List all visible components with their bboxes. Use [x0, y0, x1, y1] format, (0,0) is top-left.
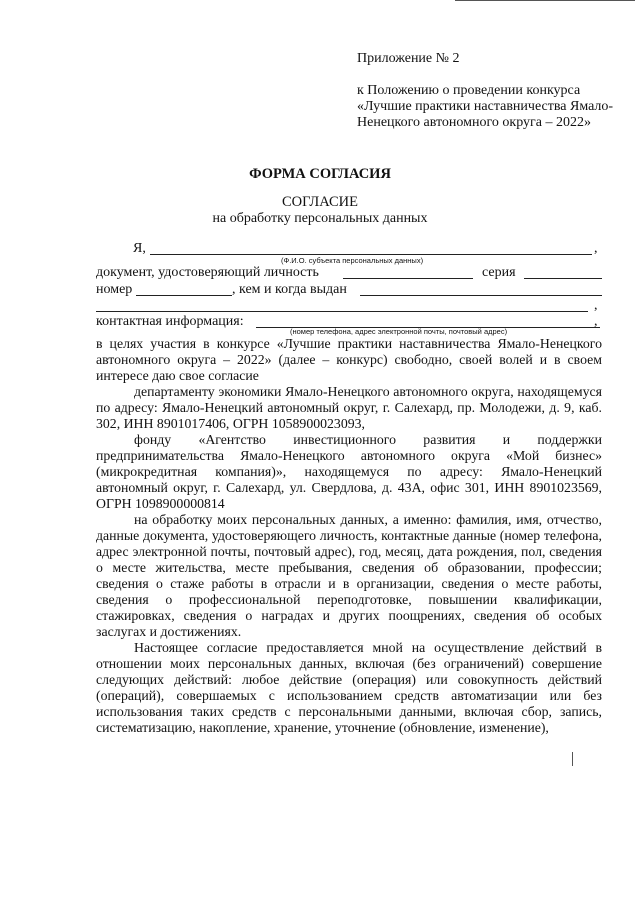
appendix-title: Приложение № 2 — [357, 51, 460, 66]
contact-label: контактная информация: — [96, 314, 244, 329]
paragraph-data-list: на обработку моих персональных данных, а именно: фамилия, имя, отчество, данные документа, удостоверяющего личность, контактные данные (номер телефона, адрес электронной почты, почтовый адрес), год, месяц, дата рождения, пол, сведения о месте жительства, месте пребывания, сведения об образовании, профессии; сведения о стаже работы в отрасли и в организации, сведения о месте работы, сведения о профессиональной переподготовке, повышении квалификации, стажировках, сведения о наградах и других поощрениях, сведения об особых заслугах и достижениях. — [96, 512, 602, 639]
consent-body — [96, 336, 602, 736]
appendix-reference: к Положению о проведении конкурса «Лучшие практики наставничества Ямало-Ненецкого автономного округа – 2022» — [357, 83, 614, 130]
number-label: номер — [96, 282, 133, 297]
fio-field[interactable] — [150, 254, 592, 255]
form-title: ФОРМА СОГЛАСИЯ — [249, 166, 391, 182]
i-label: Я, — [133, 241, 146, 256]
series-field[interactable] — [524, 278, 602, 279]
scan-edge-line — [455, 0, 635, 1]
paragraph-actions: Настоящее согласие предоставляется мной на осуществление действий в отношении моих персональных данных, включая (без ограничений) совершение следующих действий: любое действие (операция) или совокупность действий (операций), совершаемых с использованием средств автоматизации или без использования таких средств с персональными данными, включая сбор, запись, систематизацию, накопление, хранение, уточнение (обновление, изменение), — [96, 640, 602, 735]
paragraph-department: департаменту экономики Ямало-Ненецкого автономного округа, находящемуся по адресу: Ямало-Ненецкий автономный округ, г. Салехард, пр. Молодежи, д. 9, каб. 302, ИНН 8901017406, ОГРН 1058900023093, — [96, 384, 602, 431]
paragraph-purpose: в целях участия в конкурсе «Лучшие практики наставничества Ямало-Ненецкого автономного округа – 2022» (далее – конкурс) свободно, своей волей и в своем интересе даю свое согласие — [96, 336, 602, 383]
doc-type-field[interactable] — [343, 278, 473, 279]
paragraph-fund: фонду «Агентство инвестиционного развития и поддержки предпринимательства Ямало-Ненецкого автономного округа «Мой бизнес» (микрокредитная компания)», находящемуся по адресу: Ямало-Ненецкий автономный округ, г. Салехард, ул. Свердлова, д. 43А, офис 301, ИНН 8901023569, ОГРН 1098900000814 — [96, 432, 602, 511]
issued-field[interactable] — [360, 295, 602, 296]
fio-comma: , — [594, 241, 598, 256]
issued-continuation-field[interactable] — [96, 311, 588, 312]
number-field[interactable] — [136, 295, 232, 296]
scan-mark — [572, 752, 573, 766]
issued-comma: , — [594, 298, 598, 313]
fio-hint: (Ф.И.О. субъекта персональных данных) — [281, 256, 424, 265]
consent-title: СОГЛАСИЕ — [281, 194, 359, 210]
series-label: серия — [482, 265, 516, 280]
doc-label: документ, удостоверяющий личность — [96, 265, 319, 280]
issued-label: , кем и когда выдан — [232, 282, 347, 297]
contact-comma: , — [594, 314, 598, 329]
contact-hint: (номер телефона, адрес электронной почты, почтовый адрес) — [290, 327, 508, 336]
consent-subtitle: на обработку персональных данных — [212, 211, 428, 226]
